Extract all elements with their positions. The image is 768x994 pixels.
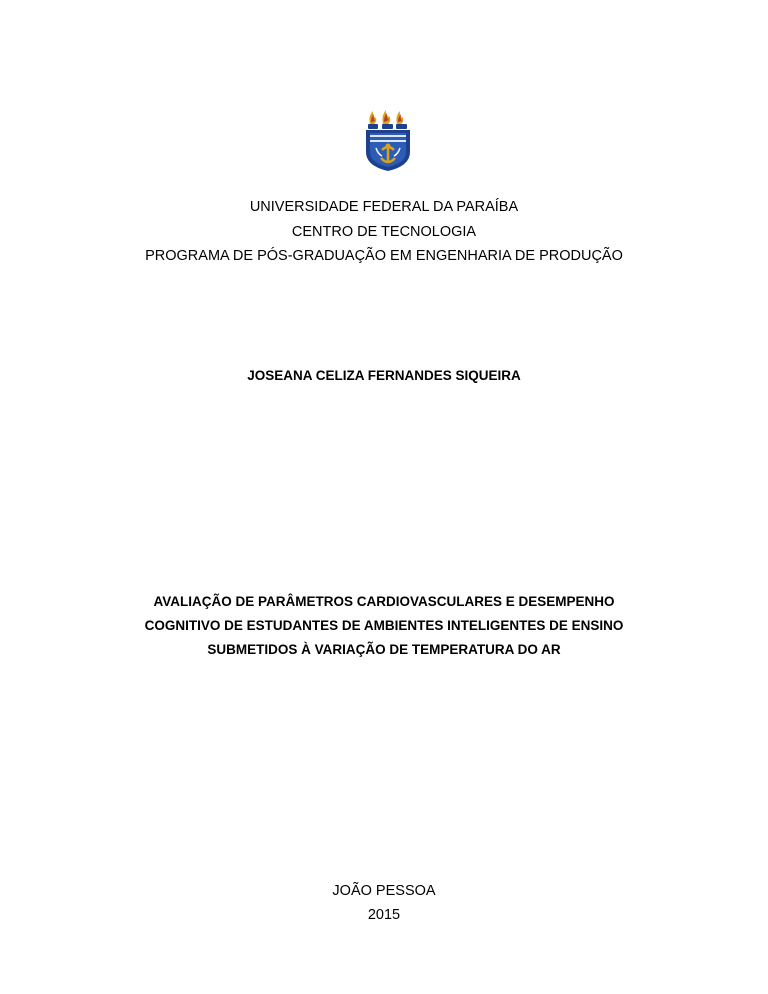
torch-middle [382, 110, 393, 129]
program-name: PROGRAMA DE PÓS-GRADUAÇÃO EM ENGENHARIA DE PRODUÇÃO [145, 248, 623, 264]
torch-right [396, 111, 407, 129]
author-name: JOSEANA CELIZA FERNANDES SIQUEIRA [247, 368, 521, 383]
torch-left [368, 111, 378, 129]
thesis-title-line-2: COGNITIVO DE ESTUDANTES DE AMBIENTES INTELIGENTES DE ENSINO [144, 618, 624, 633]
year: 2015 [367, 907, 401, 923]
university-name: UNIVERSIDADE FEDERAL DA PARAÍBA [249, 199, 519, 215]
thesis-title-line-1: AVALIAÇÃO DE PARÂMETROS CARDIOVASCULARES E DESEMPENHO [153, 594, 615, 609]
thesis-title-line-3: SUBMETIDOS À VARIAÇÃO DE TEMPERATURA DO AR [207, 642, 561, 657]
center-name: CENTRO DE TECNOLOGIA [291, 224, 477, 240]
ufpb-coat-of-arms-icon [362, 108, 414, 172]
city: JOÃO PESSOA [332, 883, 436, 899]
